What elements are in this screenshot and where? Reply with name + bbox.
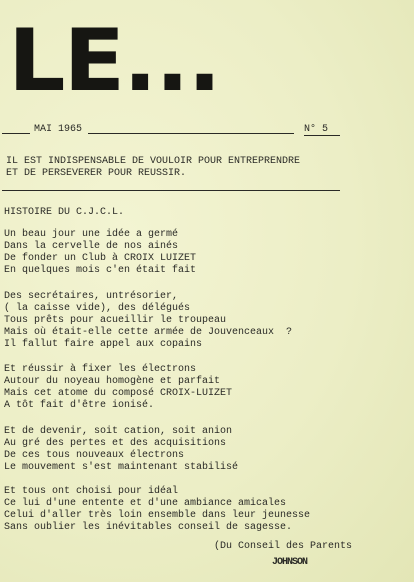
poem-line: Et de devenir, soit cation, soit anion [4,426,233,437]
attribution: (Du Conseil des Parents [214,541,353,552]
poem-line: En quelques mois c'en était fait [4,265,197,276]
poem-line: Au gré des pertes et des acquisitions [4,438,227,449]
poem-line: Le mouvement s'est maintenant stabilisé [4,462,239,473]
poem-line: Dans la cervelle de nos ainés [4,241,179,252]
poem-line: ( la caisse vide), des délégués [4,303,191,314]
poem-line: Sans oublier les inévitables conseil de sagesse. [4,522,293,533]
poem-line: De fonder un Club à CROIX LUIZET [4,253,197,264]
motto-rule [2,190,340,191]
poem-line: Il fallut faire appel aux copains [4,339,203,350]
poem-line: Tous prêts pour acueillir le troupeau [4,315,227,326]
motto-line-1: IL EST INDISPENSABLE DE VOULOIR POUR ENTREPRENDRE [6,156,301,167]
poem-line: Et tous ont choisi pour idéal [4,486,179,497]
poem-line: Mais cet atome du composé CROIX-LUIZET [4,388,233,399]
poem-line: Des secrétaires, untrésorier, [4,291,179,302]
issue-date: MAI 1965 [34,124,83,135]
poem-line: Mais où était-elle cette armée de Jouvenceaux ? [4,327,293,338]
poem-line: Celui d'aller très loin ensemble dans leur jeunesse [4,510,311,521]
poem-line: Un beau jour une idée a germé [4,229,179,240]
poem-line: A tôt fait d'être ionisé. [4,400,155,411]
poem-line: Ce lui d'une entente et d'une ambiance amicales [4,498,287,509]
motto-line-2: ET DE PERSEVERER POUR REUSSIR. [6,168,187,179]
poem-line: Autour du noyeau homogène et parfait [4,376,221,387]
poem-line: De ces tous nouveaux électrons [4,450,185,461]
rule-middle [88,133,294,134]
issue-number: N° 5 [304,124,329,135]
issue-info-row [0,122,414,138]
issue-number-underline [304,135,340,136]
masthead-title: LE... [8,11,220,111]
rule-left [2,133,30,134]
signature: JOHNSON [272,557,308,568]
poem-line: Et réussir à fixer les électrons [4,364,197,375]
section-title: HISTOIRE DU C.J.C.L. [4,207,125,218]
